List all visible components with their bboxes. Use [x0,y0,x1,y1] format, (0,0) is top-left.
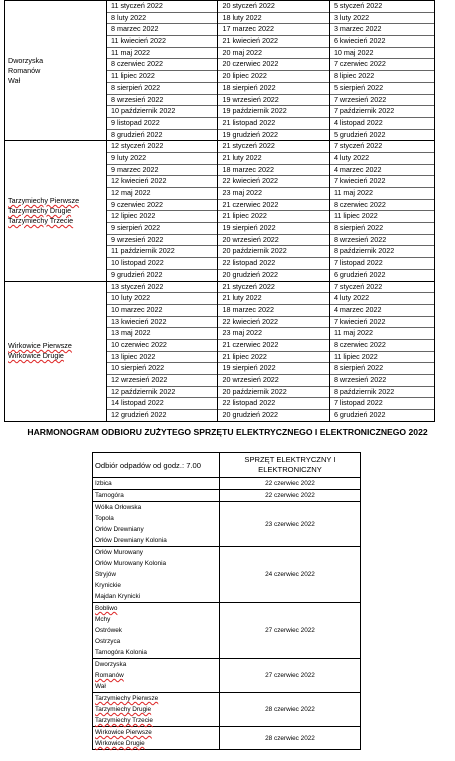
location-name-text: Orłów Drewniany Kolonia [95,537,167,544]
location-name [95,580,219,591]
location-name [95,614,219,625]
pickup-date: 20 grudzień 2022 [218,409,328,421]
location-cell [5,141,107,281]
location-name [8,351,106,361]
pickup-date: 8 wrzesień 2022 [330,234,434,246]
pickup-date: 6 grudzień 2022 [330,269,434,281]
pickup-date: 22 kwiecień 2022 [218,175,328,187]
electro-location-cell [93,603,220,659]
electro-row [93,502,361,547]
pickup-date: 21 czerwiec 2022 [218,199,328,211]
schedule-group-row [5,1,435,141]
pickup-date: 11 maj 2022 [330,327,434,339]
pickup-date: 8 październik 2022 [330,386,434,398]
location-name-text: Tarnogóra [95,492,124,499]
pickup-date: 8 marzec 2022 [107,23,217,35]
pickup-date: 8 październik 2022 [330,245,434,257]
pickup-date: 10 październik 2022 [107,105,217,117]
pickup-date: 11 lipiec 2022 [330,210,434,222]
pickup-dates-col3 [329,141,434,281]
pickup-date: 20 październik 2022 [218,245,328,257]
pickup-date: 21 listopad 2022 [218,117,328,129]
pickup-date: 11 lipiec 2022 [330,351,434,363]
location-name-text: Wirkowice Drugie [95,740,145,747]
location-name-text: Majdan Krynicki [95,593,141,600]
electro-schedule-title: HARMONOGRAM ODBIORU ZUŻYTEGO SPRZĘTU ELEKTRYCZNEGO I ELEKTRONICZNEGO 2022 [27,427,428,437]
location-name [8,196,106,206]
location-name-text: Orłów Murowany Kolonia [95,560,167,567]
pickup-date: 7 listopad 2022 [330,397,434,409]
pickup-date: 9 grudzień 2022 [107,269,217,281]
pickup-date: 8 sierpień 2022 [330,362,434,374]
pickup-date: 8 grudzień 2022 [107,129,217,141]
location-name-text: Tarzymiechy Trzecie [95,717,153,724]
location-name [95,513,219,524]
pickup-time-header: Odbiór odpadów od godz.: 7.00 [93,453,220,478]
pickup-date: 9 listopad 2022 [107,117,217,129]
location-name [95,727,219,738]
pickup-date: 13 lipiec 2022 [107,351,217,363]
location-name-text: Stryjów [95,571,116,578]
location-name [8,206,106,216]
pickup-date: 9 wrzesień 2022 [107,234,217,246]
pickup-date: 23 maj 2022 [218,187,328,199]
electro-row [93,659,361,693]
electro-row [93,693,361,727]
electro-row [93,727,361,750]
location-name [95,704,219,715]
pickup-date: 22 listopad 2022 [218,257,328,269]
pickup-date: 8 luty 2022 [107,12,217,24]
electro-pickup-date: 27 czerwiec 2022 [220,603,361,659]
electro-location-cell [93,547,220,603]
location-name [95,647,219,658]
pickup-date: 4 luty 2022 [330,152,434,164]
pickup-date: 12 grudzień 2022 [107,409,217,421]
location-name-text: Romanów [8,65,41,75]
location-name [95,490,219,501]
location-cell [5,1,107,141]
pickup-date: 21 styczeń 2022 [222,281,275,291]
electro-pickup-date: 28 czerwiec 2022 [220,693,361,727]
pickup-date: 21 lipiec 2022 [218,351,328,363]
location-name-text: Wólka Orłowska [95,504,142,511]
pickup-date: 20 styczeń 2022 [222,1,275,10]
pickup-date: 12 lipiec 2022 [107,210,217,222]
location-name-text: Mchy [95,616,111,623]
pickup-date: 13 kwiecień 2022 [107,316,217,328]
pickup-date: 4 listopad 2022 [330,117,434,129]
pickup-date: 11 maj 2022 [107,47,217,59]
pickup-date: 12 maj 2022 [107,187,217,199]
pickup-date: 20 czerwiec 2022 [218,58,328,70]
pickup-date: 20 wrzesień 2022 [218,234,328,246]
pickup-date: 8 lipiec 2022 [330,70,434,82]
location-name-text: Dworzyska [8,55,44,65]
location-name [95,535,219,546]
pickup-date: 10 sierpień 2022 [107,362,217,374]
location-name [95,738,219,749]
pickup-date: 20 maj 2022 [218,47,328,59]
pickup-dates-col2 [218,1,329,141]
pickup-date: 19 sierpień 2022 [218,222,328,234]
equipment-type-header-line: ELEKTRONICZNY [258,465,322,474]
pickup-date: 10 czerwiec 2022 [107,339,217,351]
location-name-text: Wirkowice Drugie [8,351,64,361]
location-name [95,659,219,670]
location-name [95,603,219,614]
pickup-date: 11 styczeń 2022 [111,1,163,10]
pickup-date: 8 sierpień 2022 [330,222,434,234]
pickup-date: 5 grudzień 2022 [330,129,434,141]
electro-row [93,478,361,490]
pickup-date: 13 styczeń 2022 [111,281,164,291]
location-name [95,478,219,489]
electro-location-cell [93,502,220,547]
pickup-dates-col2 [218,141,329,281]
pickup-dates-col2 [218,281,329,421]
location-name-text: Tarnogóra Kolonia [95,649,147,656]
pickup-date: 7 kwiecień 2022 [330,175,434,187]
pickup-date: 10 marzec 2022 [107,304,217,316]
pickup-date: 7 styczeń 2022 [333,281,383,291]
pickup-date: 21 styczeń 2022 [222,141,275,151]
pickup-date: 8 czerwiec 2022 [330,339,434,351]
location-name-text: Ostrzyca [95,638,121,645]
pickup-date: 8 wrzesień 2022 [330,374,434,386]
pickup-date: 8 czerwiec 2022 [107,58,217,70]
electro-pickup-date: 24 czerwiec 2022 [220,547,361,603]
pickup-date: 6 kwiecień 2022 [330,35,434,47]
location-name-text: Romanów [95,672,124,679]
pickup-date: 7 listopad 2022 [330,257,434,269]
pickup-date: 9 czerwiec 2022 [107,199,217,211]
pickup-date: 19 październik 2022 [218,105,328,117]
electro-pickup-date: 22 czerwiec 2022 [220,490,361,502]
equipment-type-header-line: SPRZĘT ELEKTRYCZNY I [244,455,336,464]
location-name-text: Tarzymiechy Drugie [8,205,72,215]
location-name-text: Topola [95,515,114,522]
pickup-date: 7 czerwiec 2022 [330,58,434,70]
location-name-text: Wirkowice Pierwsze [95,729,152,736]
location-name-text: Tarzymiechy Trzecie [8,215,74,225]
pickup-date: 18 marzec 2022 [218,164,328,176]
pickup-dates-col1 [107,1,218,141]
location-name [95,558,219,569]
pickup-date: 7 październik 2022 [330,105,434,117]
pickup-date: 8 wrzesień 2022 [107,94,217,106]
pickup-date: 19 wrzesień 2022 [218,94,328,106]
pickup-date: 4 marzec 2022 [330,304,434,316]
electro-pickup-date: 22 czerwiec 2022 [220,478,361,490]
pickup-date: 8 czerwiec 2022 [330,199,434,211]
location-name [95,569,219,580]
electro-pickup-date: 27 czerwiec 2022 [220,659,361,693]
pickup-date: 11 lipiec 2022 [107,70,217,82]
pickup-date: 21 kwiecień 2022 [218,35,328,47]
electro-row [93,603,361,659]
pickup-date: 5 sierpień 2022 [330,82,434,94]
location-name [8,76,106,86]
pickup-dates-col1 [107,141,218,281]
electro-location-cell [93,490,220,502]
pickup-date: 20 grudzień 2022 [218,269,328,281]
pickup-dates-col3 [329,1,434,141]
pickup-dates-col1 [107,281,218,421]
pickup-date: 21 czerwiec 2022 [218,339,328,351]
pickup-date: 7 styczeń 2022 [333,141,383,151]
location-cell [5,281,107,421]
location-name-text: Wał [95,683,106,690]
location-name [95,715,219,726]
location-name-text: Ostrówek [95,627,122,634]
location-name [95,693,219,704]
pickup-date: 19 sierpień 2022 [218,362,328,374]
location-name [95,502,219,513]
pickup-date: 21 lipiec 2022 [218,210,328,222]
location-name [95,591,219,602]
pickup-date: 11 październik 2022 [107,245,217,257]
pickup-date: 7 kwiecień 2022 [330,316,434,328]
pickup-date: 21 luty 2022 [218,152,328,164]
pickup-date: 4 marzec 2022 [330,164,434,176]
location-name-text: Orłów Drewniany [95,526,144,533]
equipment-type-header [220,453,361,478]
electro-row [93,490,361,502]
location-name-text: Dworzyska [95,661,127,668]
pickup-date: 9 marzec 2022 [107,164,217,176]
schedule-group-row [5,141,435,281]
location-name [95,681,219,692]
electro-row [93,547,361,603]
pickup-date: 12 październik 2022 [107,386,217,398]
location-name [95,670,219,681]
pickup-date: 20 październik 2022 [218,386,328,398]
pickup-date: 20 lipiec 2022 [218,70,328,82]
location-name [95,636,219,647]
location-name-text: Tarzymiechy Pierwsze [8,195,80,205]
pickup-date: 12 wrzesień 2022 [107,374,217,386]
pickup-date: 19 grudzień 2022 [218,129,328,141]
pickup-date: 10 listopad 2022 [107,257,217,269]
location-name [95,547,219,558]
pickup-date: 3 marzec 2022 [330,23,434,35]
pickup-dates-col3 [329,281,434,421]
pickup-date: 12 styczeń 2022 [111,141,164,151]
electro-location-cell [93,478,220,490]
pickup-date: 7 wrzesień 2022 [330,94,434,106]
pickup-date: 20 wrzesień 2022 [218,374,328,386]
location-name [8,216,106,226]
pickup-date: 17 marzec 2022 [218,23,328,35]
pickup-date: 21 luty 2022 [218,292,328,304]
electro-pickup-date: 28 czerwiec 2022 [220,727,361,750]
location-name-text: Tarzymiechy Pierwsze [95,695,159,702]
pickup-date: 11 maj 2022 [330,187,434,199]
pickup-date: 6 grudzień 2022 [330,409,434,421]
pickup-date: 18 marzec 2022 [218,304,328,316]
location-name-text: Wał [8,75,21,85]
pickup-date: 22 listopad 2022 [218,397,328,409]
electro-pickup-date: 23 czerwiec 2022 [220,502,361,547]
pickup-date: 3 luty 2022 [330,12,434,24]
pickup-date: 8 sierpień 2022 [107,82,217,94]
location-name-text: Tarzymiechy Drugie [95,706,152,713]
location-name-text: Wirkowice Pierwsze [8,341,72,351]
location-name [95,524,219,535]
electro-schedule-table [92,452,361,750]
pickup-date: 14 listopad 2022 [107,397,217,409]
pickup-date: 22 kwiecień 2022 [218,316,328,328]
location-name-text: Bobliwo [95,605,118,612]
pickup-date: 13 maj 2022 [107,327,217,339]
pickup-date: 5 styczeń 2022 [333,1,383,10]
electro-location-cell [93,659,220,693]
pickup-date: 9 sierpień 2022 [107,222,217,234]
location-name [8,56,106,66]
pickup-date: 12 kwiecień 2022 [107,175,217,187]
pickup-date: 10 luty 2022 [107,292,217,304]
pickup-date: 11 kwiecień 2022 [107,35,217,47]
location-name [95,625,219,636]
location-name-text: Izbica [95,480,112,487]
pickup-date: 23 maj 2022 [218,327,328,339]
location-name [8,66,106,76]
location-name-text: Krynickie [95,582,121,589]
waste-schedule-table [4,0,435,422]
location-name [8,341,106,351]
location-name-text: Orłów Murowany [95,549,143,556]
pickup-date: 9 luty 2022 [107,152,217,164]
electro-location-cell [93,693,220,727]
schedule-group-row [5,281,435,421]
pickup-date: 10 maj 2022 [330,47,434,59]
pickup-date: 4 luty 2022 [330,292,434,304]
pickup-date: 18 sierpień 2022 [218,82,328,94]
pickup-date: 18 luty 2022 [218,12,328,24]
electro-location-cell [93,727,220,750]
electro-header-row [93,453,361,478]
